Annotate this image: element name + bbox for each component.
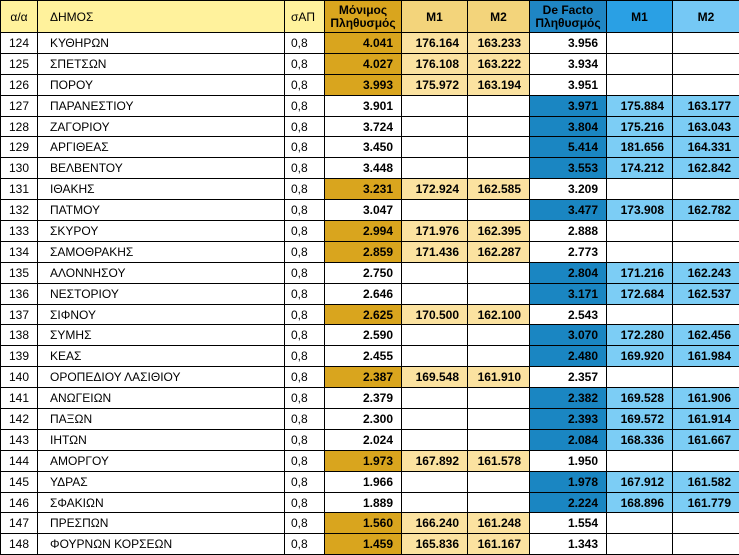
sap-value: 0,8: [285, 450, 325, 471]
m2-resident: [468, 346, 530, 367]
row-number: 131: [1, 179, 38, 200]
resident-population: 2.300: [325, 409, 402, 430]
table-row: [1, 346, 739, 367]
resident-population: 3.448: [325, 158, 402, 179]
sap-value: 0,8: [285, 33, 325, 54]
m1-defacto: [607, 221, 673, 242]
m1-defacto: [607, 367, 673, 388]
m1-defacto: [607, 74, 673, 95]
municipality-name: ΣΑΜΟΘΡΑΚΗΣ: [38, 241, 285, 262]
m2-defacto: 162.456: [673, 325, 739, 346]
table-row: [1, 116, 739, 137]
table-row: [1, 179, 739, 200]
m1-resident: [402, 158, 468, 179]
m2-resident: 161.248: [468, 513, 530, 534]
defacto-population: 2.480: [530, 346, 607, 367]
m1-defacto: 175.216: [607, 116, 673, 137]
row-number: 143: [1, 429, 38, 450]
defacto-population: 3.951: [530, 74, 607, 95]
municipality-name: ΣΦΑΚΙΩΝ: [38, 492, 285, 513]
row-number: 140: [1, 367, 38, 388]
sap-value: 0,8: [285, 74, 325, 95]
m2-resident: [468, 283, 530, 304]
m1-defacto: [607, 304, 673, 325]
row-number: 148: [1, 534, 38, 555]
m2-resident: 161.910: [468, 367, 530, 388]
row-number: 139: [1, 346, 38, 367]
m2-defacto: 161.906: [673, 388, 739, 409]
resident-population: 2.625: [325, 304, 402, 325]
m1-resident: 166.240: [402, 513, 468, 534]
m2-defacto: 161.582: [673, 471, 739, 492]
header-dimos: ΔΗΜΟΣ: [38, 1, 285, 33]
m2-defacto: [673, 241, 739, 262]
row-number: 128: [1, 116, 38, 137]
m1-resident: [402, 492, 468, 513]
table-row: [1, 325, 739, 346]
sap-value: 0,8: [285, 179, 325, 200]
m1-resident: 172.924: [402, 179, 468, 200]
defacto-population: 3.171: [530, 283, 607, 304]
municipality-name: ΦΟΥΡΝΩΝ ΚΟΡΣΕΩΝ: [38, 534, 285, 555]
m2-resident: 162.287: [468, 241, 530, 262]
m1-defacto: 168.896: [607, 492, 673, 513]
municipality-name: ΑΡΓΙΘΕΑΣ: [38, 137, 285, 158]
defacto-population: 3.956: [530, 33, 607, 54]
row-number: 136: [1, 283, 38, 304]
m2-defacto: [673, 450, 739, 471]
municipality-name: ΣΙΦΝΟΥ: [38, 304, 285, 325]
municipality-name: ΚΕΑΣ: [38, 346, 285, 367]
table-row: [1, 283, 739, 304]
defacto-population: 1.978: [530, 471, 607, 492]
sap-value: 0,8: [285, 388, 325, 409]
municipality-name: ΟΡΟΠΕΔΙΟΥ ΛΑΣΙΘΙΟΥ: [38, 367, 285, 388]
header-defacto-line2: Πληθυσμός: [535, 16, 600, 30]
m2-resident: 161.578: [468, 450, 530, 471]
table-row: [1, 304, 739, 325]
resident-population: 4.027: [325, 53, 402, 74]
municipality-name: ΥΔΡΑΣ: [38, 471, 285, 492]
sap-value: 0,8: [285, 241, 325, 262]
m2-resident: [468, 492, 530, 513]
m1-resident: [402, 116, 468, 137]
m2-defacto: 161.914: [673, 409, 739, 430]
table-row: [1, 137, 739, 158]
defacto-population: 2.382: [530, 388, 607, 409]
m1-resident: [402, 409, 468, 430]
row-number: 126: [1, 74, 38, 95]
m2-resident: [468, 116, 530, 137]
m2-resident: 163.222: [468, 53, 530, 74]
m2-defacto: [673, 367, 739, 388]
m2-defacto: 164.331: [673, 137, 739, 158]
m1-resident: 167.892: [402, 450, 468, 471]
m2-resident: 161.167: [468, 534, 530, 555]
sap-value: 0,8: [285, 95, 325, 116]
defacto-population: 2.804: [530, 262, 607, 283]
table-row: [1, 367, 739, 388]
m2-defacto: [673, 304, 739, 325]
m1-resident: [402, 388, 468, 409]
sap-value: 0,8: [285, 325, 325, 346]
table-row: [1, 95, 739, 116]
m2-defacto: 162.243: [673, 262, 739, 283]
m2-defacto: 163.043: [673, 116, 739, 137]
m2-resident: 163.233: [468, 33, 530, 54]
m2-resident: [468, 429, 530, 450]
m1-resident: 171.436: [402, 241, 468, 262]
m2-defacto: [673, 74, 739, 95]
resident-population: 4.041: [325, 33, 402, 54]
m1-defacto: 168.336: [607, 429, 673, 450]
m2-defacto: [673, 221, 739, 242]
row-number: 141: [1, 388, 38, 409]
defacto-population: 2.224: [530, 492, 607, 513]
table-row: [1, 200, 739, 221]
m1-defacto: 169.920: [607, 346, 673, 367]
municipality-name: ΒΕΛΒΕΝΤΟΥ: [38, 158, 285, 179]
resident-population: 2.646: [325, 283, 402, 304]
resident-population: 2.024: [325, 429, 402, 450]
defacto-population: 3.070: [530, 325, 607, 346]
table-row: [1, 221, 739, 242]
m1-resident: 176.164: [402, 33, 468, 54]
defacto-population: 3.209: [530, 179, 607, 200]
defacto-population: 2.084: [530, 429, 607, 450]
m1-defacto: 175.884: [607, 95, 673, 116]
defacto-population: 3.553: [530, 158, 607, 179]
header-row: [1, 1, 739, 33]
header-aa: α/α: [1, 1, 38, 33]
table-row: [1, 158, 739, 179]
row-number: 147: [1, 513, 38, 534]
m2-defacto: 162.782: [673, 200, 739, 221]
m2-resident: 162.585: [468, 179, 530, 200]
sap-value: 0,8: [285, 116, 325, 137]
resident-population: 2.750: [325, 262, 402, 283]
m2-resident: [468, 409, 530, 430]
m1-defacto: [607, 179, 673, 200]
resident-population: 1.966: [325, 471, 402, 492]
sap-value: 0,8: [285, 158, 325, 179]
municipality-name: ΣΚΥΡΟΥ: [38, 221, 285, 242]
sap-value: 0,8: [285, 346, 325, 367]
table-row: [1, 53, 739, 74]
municipality-name: ΚΥΘΗΡΩΝ: [38, 33, 285, 54]
resident-population: 3.993: [325, 74, 402, 95]
m1-defacto: [607, 534, 673, 555]
table-row: [1, 409, 739, 430]
sap-value: 0,8: [285, 409, 325, 430]
defacto-population: 3.477: [530, 200, 607, 221]
defacto-population: 2.393: [530, 409, 607, 430]
m1-resident: [402, 95, 468, 116]
m2-defacto: 162.842: [673, 158, 739, 179]
m1-resident: [402, 137, 468, 158]
header-defacto-line1: De Facto: [543, 3, 594, 17]
row-number: 127: [1, 95, 38, 116]
row-number: 129: [1, 137, 38, 158]
resident-population: 2.379: [325, 388, 402, 409]
resident-population: 2.455: [325, 346, 402, 367]
defacto-population: 1.950: [530, 450, 607, 471]
m1-defacto: [607, 241, 673, 262]
row-number: 132: [1, 200, 38, 221]
row-number: 135: [1, 262, 38, 283]
m2-resident: [468, 137, 530, 158]
defacto-population: 2.773: [530, 241, 607, 262]
m1-defacto: [607, 450, 673, 471]
m2-resident: 163.194: [468, 74, 530, 95]
municipality-name: ΠΡΕΣΠΩΝ: [38, 513, 285, 534]
table-row: [1, 262, 739, 283]
municipality-name: ΑΝΩΓΕΙΩΝ: [38, 388, 285, 409]
row-number: 145: [1, 471, 38, 492]
m2-resident: 162.395: [468, 221, 530, 242]
m1-defacto: 169.528: [607, 388, 673, 409]
municipality-name: ΑΜΟΡΓΟΥ: [38, 450, 285, 471]
sap-value: 0,8: [285, 53, 325, 74]
m2-defacto: [673, 534, 739, 555]
m2-defacto: 161.779: [673, 492, 739, 513]
sap-value: 0,8: [285, 304, 325, 325]
sap-value: 0,8: [285, 283, 325, 304]
row-number: 134: [1, 241, 38, 262]
row-number: 142: [1, 409, 38, 430]
m1-defacto: 173.908: [607, 200, 673, 221]
m1-resident: [402, 262, 468, 283]
defacto-population: 1.343: [530, 534, 607, 555]
resident-population: 1.459: [325, 534, 402, 555]
resident-population: 1.560: [325, 513, 402, 534]
defacto-population: 5.414: [530, 137, 607, 158]
m2-defacto: 162.537: [673, 283, 739, 304]
resident-population: 3.724: [325, 116, 402, 137]
m2-resident: [468, 158, 530, 179]
header-monimos-line2: Πληθυσμός: [330, 16, 395, 30]
resident-population: 3.450: [325, 137, 402, 158]
sap-value: 0,8: [285, 367, 325, 388]
m1-defacto: 172.280: [607, 325, 673, 346]
header-m1-defacto: Μ1: [607, 1, 673, 33]
header-m1: Μ1: [402, 1, 468, 33]
m1-defacto: [607, 513, 673, 534]
m1-resident: [402, 200, 468, 221]
m2-resident: [468, 262, 530, 283]
sap-value: 0,8: [285, 200, 325, 221]
m2-defacto: 163.177: [673, 95, 739, 116]
resident-population: 3.901: [325, 95, 402, 116]
sap-value: 0,8: [285, 262, 325, 283]
table-row: [1, 534, 739, 555]
m2-resident: [468, 200, 530, 221]
m1-defacto: 172.684: [607, 283, 673, 304]
resident-population: 2.994: [325, 221, 402, 242]
m1-defacto: 167.912: [607, 471, 673, 492]
header-sap: σΑΠ: [285, 1, 325, 33]
m1-defacto: [607, 33, 673, 54]
table-row: [1, 388, 739, 409]
m2-resident: [468, 95, 530, 116]
m1-resident: 175.972: [402, 74, 468, 95]
m1-defacto: 181.656: [607, 137, 673, 158]
table-row: [1, 241, 739, 262]
municipality-name: ΙΗΤΩΝ: [38, 429, 285, 450]
m1-resident: 165.836: [402, 534, 468, 555]
m2-defacto: [673, 53, 739, 74]
row-number: 130: [1, 158, 38, 179]
municipality-name: ΠΑΞΩΝ: [38, 409, 285, 430]
resident-population: 2.590: [325, 325, 402, 346]
m1-resident: [402, 471, 468, 492]
defacto-population: 2.357: [530, 367, 607, 388]
m1-resident: 170.500: [402, 304, 468, 325]
m1-resident: [402, 429, 468, 450]
resident-population: 3.047: [325, 200, 402, 221]
municipality-name: ΠΑΡΑΝΕΣΤΙΟΥ: [38, 95, 285, 116]
municipality-name: ΠΑΤΜΟΥ: [38, 200, 285, 221]
sap-value: 0,8: [285, 534, 325, 555]
municipality-name: ΝΕΣΤΟΡΙΟΥ: [38, 283, 285, 304]
m1-defacto: 169.572: [607, 409, 673, 430]
m1-defacto: [607, 53, 673, 74]
defacto-population: 1.554: [530, 513, 607, 534]
table-row: [1, 74, 739, 95]
table-row: [1, 492, 739, 513]
sap-value: 0,8: [285, 429, 325, 450]
m1-resident: [402, 346, 468, 367]
header-defacto: [530, 1, 607, 33]
m1-defacto: 171.216: [607, 262, 673, 283]
m2-defacto: 161.984: [673, 346, 739, 367]
header-monimos: [325, 1, 402, 33]
table-row: [1, 513, 739, 534]
resident-population: 2.387: [325, 367, 402, 388]
municipality-name: ΣΥΜΗΣ: [38, 325, 285, 346]
m2-defacto: [673, 33, 739, 54]
m2-defacto: [673, 179, 739, 200]
m1-resident: 176.108: [402, 53, 468, 74]
m2-resident: [468, 325, 530, 346]
row-number: 125: [1, 53, 38, 74]
sap-value: 0,8: [285, 471, 325, 492]
table-body: [1, 33, 739, 555]
m1-defacto: 174.212: [607, 158, 673, 179]
municipality-name: ΑΛΟΝΝΗΣΟΥ: [38, 262, 285, 283]
table-row: [1, 33, 739, 54]
row-number: 144: [1, 450, 38, 471]
municipality-name: ΣΠΕΤΣΩΝ: [38, 53, 285, 74]
table-row: [1, 450, 739, 471]
header-monimos-line1: Μόνιμος: [339, 3, 387, 17]
m2-defacto: 161.667: [673, 429, 739, 450]
sap-value: 0,8: [285, 221, 325, 242]
defacto-population: 3.804: [530, 116, 607, 137]
m1-resident: 171.976: [402, 221, 468, 242]
m1-resident: 169.548: [402, 367, 468, 388]
row-number: 137: [1, 304, 38, 325]
resident-population: 2.859: [325, 241, 402, 262]
sap-value: 0,8: [285, 137, 325, 158]
table-row: [1, 429, 739, 450]
header-m2: Μ2: [468, 1, 530, 33]
m2-defacto: [673, 513, 739, 534]
row-number: 138: [1, 325, 38, 346]
municipality-name: ΖΑΓΟΡΙΟΥ: [38, 116, 285, 137]
municipality-name: ΙΘΑΚΗΣ: [38, 179, 285, 200]
resident-population: 1.973: [325, 450, 402, 471]
row-number: 124: [1, 33, 38, 54]
municipality-name: ΠΟΡΟΥ: [38, 74, 285, 95]
sap-value: 0,8: [285, 513, 325, 534]
table-row: [1, 471, 739, 492]
defacto-population: 2.888: [530, 221, 607, 242]
row-number: 133: [1, 221, 38, 242]
sap-value: 0,8: [285, 492, 325, 513]
m1-resident: [402, 283, 468, 304]
m2-resident: [468, 471, 530, 492]
m2-resident: [468, 388, 530, 409]
m1-resident: [402, 325, 468, 346]
row-number: 146: [1, 492, 38, 513]
defacto-population: 2.543: [530, 304, 607, 325]
header-m2-defacto: Μ2: [673, 1, 739, 33]
resident-population: 1.889: [325, 492, 402, 513]
m2-resident: 162.100: [468, 304, 530, 325]
defacto-population: 3.971: [530, 95, 607, 116]
resident-population: 3.231: [325, 179, 402, 200]
defacto-population: 3.934: [530, 53, 607, 74]
